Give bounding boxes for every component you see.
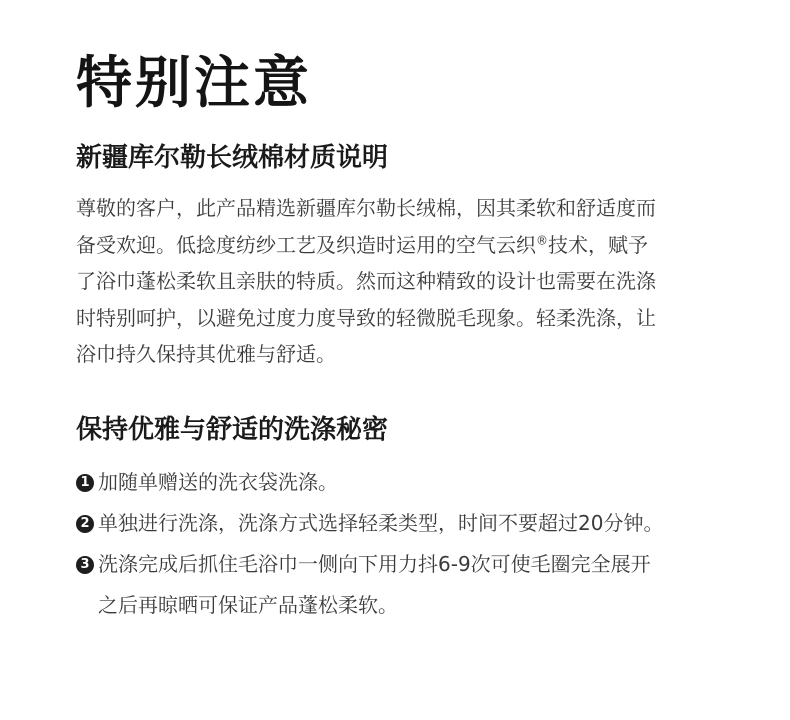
number-3-circle-icon: 3 — [76, 556, 94, 574]
washing-step-3 — [76, 544, 736, 626]
description-segment: 技术，赋予 — [548, 232, 648, 257]
description-line — [76, 227, 726, 264]
washing-step-1 — [76, 462, 736, 503]
step-line: 之后再晾晒可保证产品蓬松柔软。 — [98, 593, 398, 617]
washing-steps-list — [76, 462, 736, 626]
section-heading-material: 新疆库尔勒长绒棉材质说明 — [76, 143, 389, 173]
washing-step-2 — [76, 503, 736, 544]
description-line: 浴巾持久保持其优雅与舒适。 — [76, 342, 336, 366]
step-line: 加随单赠送的洗衣袋洗涤。 — [98, 470, 338, 494]
step-line: 单独进行洗涤，洗涤方式选择轻柔类型，时间不要超过20分钟。 — [98, 511, 664, 535]
description-line: 了浴巾蓬松柔软且亲肤的特质。然而这种精致的设计也需要在洗涤 — [76, 269, 656, 293]
number-1-circle-icon: 1 — [76, 474, 94, 492]
page-title: 特别注意 — [76, 51, 312, 116]
description-line: 尊敬的客户，此产品精选新疆库尔勒长绒棉，因其柔软和舒适度而 — [76, 196, 656, 220]
number-2-circle-icon: 2 — [76, 515, 94, 533]
step-text — [98, 462, 338, 503]
step-line: 洗涤完成后抓住毛浴巾一侧向下用力抖6-9次可使毛圈完全展开 — [98, 552, 651, 576]
description-line: 时特别呵护，以避免过度力度导致的轻微脱毛现象。轻柔洗涤，让 — [76, 305, 656, 330]
section-heading-washing: 保持优雅与舒适的洗涤秘密 — [76, 415, 389, 445]
description-segment: 备受欢迎。低捻度纺纱工艺及织造时运用的空气云织 — [76, 232, 536, 257]
step-text — [98, 544, 651, 626]
material-description — [76, 190, 726, 373]
registered-mark: ® — [536, 232, 548, 247]
step-text — [98, 503, 663, 544]
